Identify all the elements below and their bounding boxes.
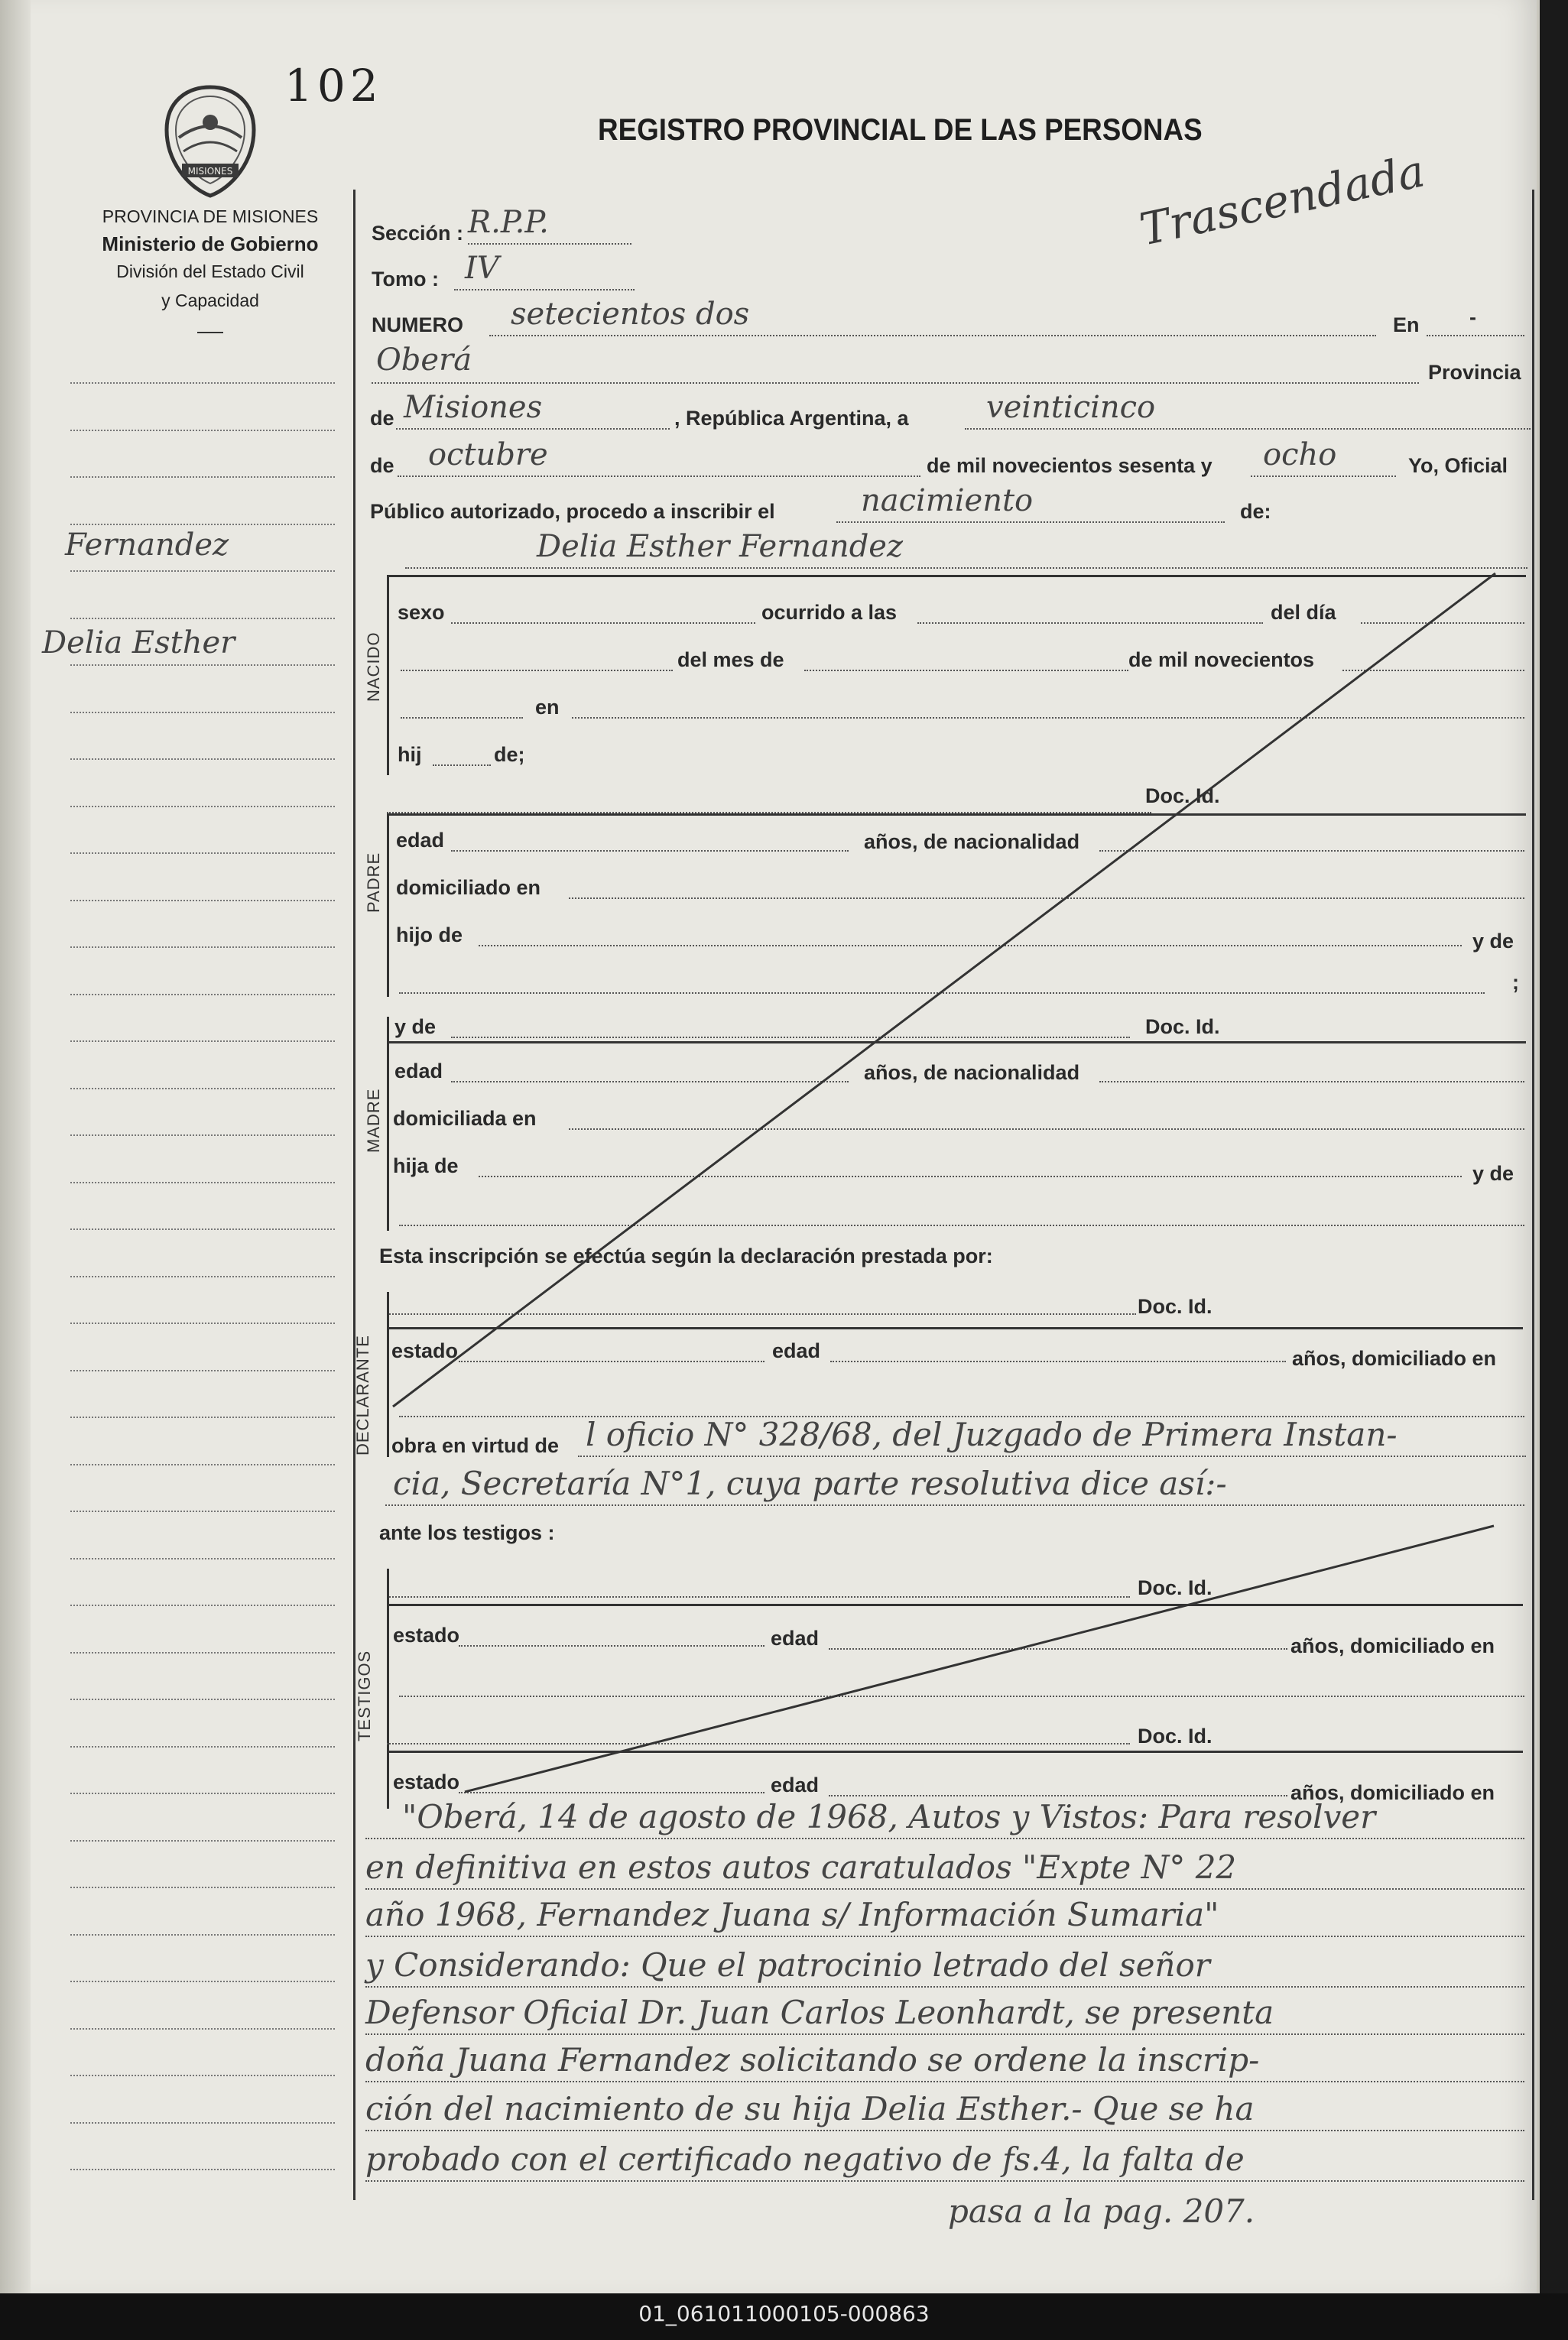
nombre-value: Delia Esther Fernandez bbox=[537, 529, 904, 564]
padre-doc-id-label: Doc. Id. bbox=[1145, 784, 1220, 807]
scan-id: 01_061011000105-000863 bbox=[638, 2301, 930, 2326]
emblem-text: MISIONES bbox=[187, 166, 233, 177]
madre-doc-id-label: Doc. Id. bbox=[1145, 1015, 1220, 1038]
padre-anos-label: años, de nacionalidad bbox=[864, 830, 1080, 853]
resolution-line: en definitiva en estos autos caratulados "Expte N° 22 bbox=[365, 1848, 1237, 1886]
de-label-1: de bbox=[370, 407, 394, 430]
madre-dom-label: domiciliada en bbox=[393, 1107, 537, 1130]
de-mil-nov-label: de mil novecientos bbox=[1128, 648, 1315, 671]
yo-oficial-label: Yo, Oficial bbox=[1408, 454, 1508, 477]
en-label: En bbox=[1393, 313, 1420, 336]
testigo2-estado-label: estado bbox=[393, 1770, 460, 1793]
hij-label: hij bbox=[398, 743, 422, 766]
testigo2-anos-label: años, domiciliado en bbox=[1290, 1781, 1495, 1804]
provincia-label: Provincia bbox=[1428, 361, 1521, 384]
madre-hija-label: hija de bbox=[393, 1154, 459, 1177]
numero-label: NUMERO bbox=[372, 313, 463, 336]
page-title: REGISTRO PROVINCIAL DE LAS PERSONAS bbox=[598, 113, 1203, 147]
resolution-line: pasa a la pag. 207. bbox=[948, 2192, 1255, 2230]
resolution-line: probado con el certificado negativo de fs.4, la falta de bbox=[365, 2140, 1245, 2178]
madre-y-de-2-label: y de bbox=[1472, 1162, 1514, 1185]
ministry-line-3: División del Estado Civil bbox=[116, 261, 304, 281]
de-mil-label: de mil novecientos sesenta y bbox=[927, 454, 1213, 477]
padre-dom-label: domiciliado en bbox=[396, 876, 541, 899]
nacido-label: NACIDO bbox=[364, 631, 383, 702]
dia-value: veinticinco bbox=[986, 390, 1156, 425]
madre-y-de-label: y de bbox=[394, 1015, 437, 1038]
obra-value-2: cia, Secretaría N°1, cuya parte resolutiva dice así:- bbox=[393, 1465, 1227, 1502]
madre-edad-label: edad bbox=[394, 1060, 443, 1082]
page-number: 102 bbox=[284, 60, 383, 112]
declarante-estado-label: estado bbox=[391, 1339, 459, 1362]
madre-anos-label: años, de nacionalidad bbox=[864, 1061, 1080, 1084]
mes-value: octubre bbox=[428, 437, 548, 472]
de-semicolon-label: de; bbox=[494, 743, 525, 766]
testigo1-edad-label: edad bbox=[771, 1627, 820, 1650]
declarante-doc-id-label: Doc. Id. bbox=[1138, 1295, 1213, 1318]
ministry-line-4: y Capacidad bbox=[161, 290, 259, 310]
lugar-value: Oberá bbox=[376, 342, 472, 378]
padre-y-de-label: y de bbox=[1472, 930, 1514, 953]
en-value: - bbox=[1469, 306, 1476, 329]
resolution-line: Defensor Oficial Dr. Juan Carlos Leonhardt, se presenta bbox=[365, 1994, 1274, 2031]
padre-semicolon: ; bbox=[1512, 971, 1519, 994]
del-dia-label: del día bbox=[1271, 601, 1336, 624]
esta-inscripcion-label: Esta inscripción se efectúa según la declaración prestada por: bbox=[379, 1245, 993, 1267]
testigo1-anos-label: años, domiciliado en bbox=[1290, 1634, 1495, 1657]
madre-label: MADRE bbox=[364, 1088, 383, 1153]
de-label-2: de bbox=[370, 454, 394, 477]
padre-hijo-label: hijo de bbox=[396, 923, 463, 946]
sexo-label: sexo bbox=[398, 601, 445, 624]
declarante-label: DECLARANTE bbox=[353, 1335, 372, 1456]
seccion-label: Sección : bbox=[372, 222, 464, 245]
resolution-line: doña Juana Fernandez solicitando se ordene la inscrip- bbox=[365, 2041, 1260, 2079]
ministry-line-2: Ministerio de Gobierno bbox=[102, 232, 319, 255]
resolution-line: año 1968, Fernandez Juana s/ Información Sumaria" bbox=[365, 1896, 1219, 1933]
del-mes-label: del mes de bbox=[677, 648, 784, 671]
resolution-line: ción del nacimiento de su hija Delia Esther.- Que se ha bbox=[365, 2090, 1255, 2127]
padre-label: PADRE bbox=[364, 852, 383, 913]
tomo-value: IV bbox=[465, 251, 499, 286]
seccion-value: R.P.P. bbox=[468, 205, 549, 240]
obra-value-1: l oficio N° 328/68, del Juzgado de Primera Instan- bbox=[586, 1416, 1398, 1453]
ocurrido-label: ocurrido a las bbox=[761, 601, 898, 624]
margin-surname: Fernandez bbox=[65, 527, 229, 563]
resolution-line: "Oberá, 14 de agosto de 1968, Autos y Vistos: Para resolver bbox=[402, 1798, 1376, 1835]
republica-label: , República Argentina, a bbox=[674, 407, 909, 430]
en-lower-label: en bbox=[535, 696, 560, 719]
padre-edad-label: edad bbox=[396, 829, 445, 852]
declarante-edad-label: edad bbox=[772, 1339, 821, 1362]
testigo2-edad-label: edad bbox=[771, 1774, 820, 1796]
tomo-label: Tomo : bbox=[372, 268, 439, 290]
testigo1-doc-id-label: Doc. Id. bbox=[1138, 1576, 1213, 1599]
ante-testigos-label: ante los testigos : bbox=[379, 1521, 555, 1544]
resolution-line: y Considerando: Que el patrocinio letrado del señor bbox=[365, 1946, 1210, 1984]
ministry-line-1: PROVINCIA DE MISIONES bbox=[102, 206, 319, 226]
obra-label: obra en virtud de bbox=[391, 1434, 560, 1457]
de-colon-label: de: bbox=[1240, 500, 1271, 523]
provincia-value: Misiones bbox=[404, 390, 543, 425]
margin-given-names: Delia Esther bbox=[42, 625, 235, 660]
anio-value: ocho bbox=[1263, 437, 1337, 472]
publico-label: Público autorizado, procedo a inscribir el bbox=[370, 500, 775, 523]
declarante-anos-label: años, domiciliado en bbox=[1292, 1347, 1497, 1370]
transcribed-stamp: Trascendada bbox=[1135, 144, 1430, 256]
testigos-label: TESTIGOS bbox=[355, 1650, 374, 1741]
testigo1-estado-label: estado bbox=[393, 1624, 460, 1647]
testigo2-doc-id-label: Doc. Id. bbox=[1138, 1725, 1213, 1748]
numero-value: setecientos dos bbox=[511, 297, 750, 332]
acto-value: nacimiento bbox=[861, 483, 1034, 518]
